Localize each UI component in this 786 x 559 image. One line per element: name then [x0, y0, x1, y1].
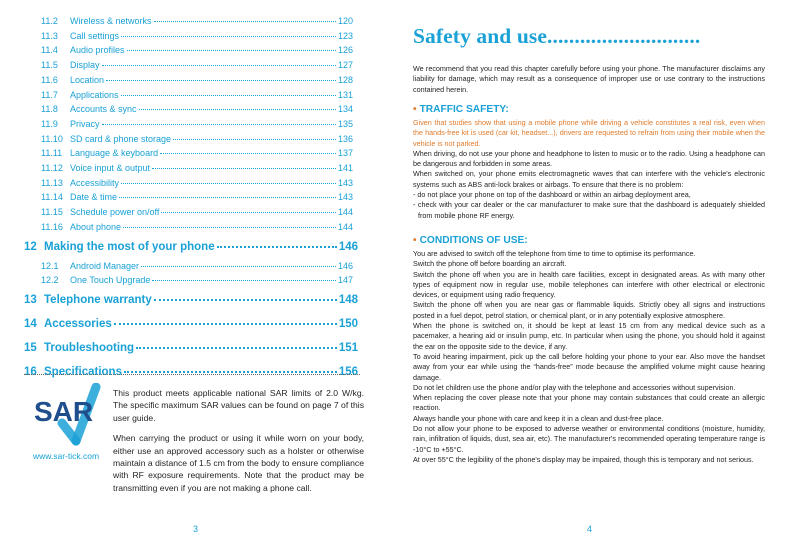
toc-label: Applications: [70, 89, 119, 100]
toc-leader: [114, 323, 337, 325]
toc-leader: [161, 212, 336, 213]
toc-number: 16: [24, 365, 37, 378]
toc-number: 12.2: [41, 275, 59, 286]
toc-label: Display: [70, 60, 100, 71]
toc-number: 11.6: [41, 74, 58, 85]
toc-label: Accessories: [44, 317, 112, 330]
toc-leader: [160, 153, 336, 154]
toc-number: 11.4: [41, 45, 58, 56]
sar-paragraph: When carrying the product or using it while worn on your body, either use an approved accessory such as a holster or otherwise maintain a distance of 1.5 cm from the body to ensure compliance with RF exposure requirements. Note that the product may be transmitting even if you are not making a phone call.: [113, 433, 364, 493]
traffic-paragraph: When switched on, your phone emits electromagnetic waves that can interfere with the vehicle's electronic systems such as ABS anti-lock brakes or airbags. To ensure that there is no problem:: [413, 169, 765, 189]
toc-leader: [124, 371, 337, 373]
condition-paragraph: You are advised to switch off the telephone from time to time to optimise its performance.: [413, 249, 696, 258]
toc-number: 11.7: [41, 89, 58, 100]
toc-page: 143: [337, 177, 353, 188]
intro-paragraph: We recommend that you read this chapter carefully before using your phone. The manufacturer disclaims any liability for damage, which may result as a consequence of improper use or use contrary to the instructions contained herein.: [413, 64, 765, 94]
toc-number: 14: [24, 317, 37, 330]
toc-number: 11.12: [41, 163, 63, 173]
toc-page: 136: [337, 133, 353, 144]
toc-leader: [154, 299, 337, 301]
toc-label: Specifications: [44, 365, 122, 378]
sar-website: www.sar-tick.com: [32, 451, 100, 461]
toc-label: Date & time: [70, 192, 118, 203]
toc-entry[interactable]: [41, 178, 353, 188]
toc-label: Privacy: [70, 118, 100, 129]
toc-label: Telephone warranty: [44, 293, 152, 306]
toc-label: Schedule power on/off: [70, 207, 160, 218]
toc-page: 147: [337, 275, 353, 286]
toc-number: 11.9: [41, 118, 58, 129]
condition-paragraph: When the phone is switched on, it should be kept at least 15 cm from any medical device such as a pacemaker, a hearing aid or insulin pump, etc. In particular when using the phone, you should hold it against the ear on the opposite side to the device, if any.: [413, 321, 765, 351]
toc-page: 120: [337, 16, 353, 26]
toc-page: 146: [338, 240, 358, 253]
toc-leader: [136, 347, 337, 349]
toc-number: 13: [24, 293, 37, 306]
toc-entry[interactable]: [41, 261, 353, 271]
toc-leader: [141, 266, 336, 267]
divider: [24, 374, 360, 375]
toc-entry[interactable]: [41, 45, 353, 55]
sar-info: [113, 387, 364, 502]
toc-leader: [152, 168, 336, 169]
sar-logo: [32, 383, 104, 447]
toc-entry[interactable]: [41, 163, 353, 173]
toc-label: Android Manager: [70, 260, 140, 271]
traffic-safety-heading: • TRAFFIC SAFETY:: [413, 104, 509, 115]
toc-label: Call settings: [70, 30, 120, 41]
toc-entry[interactable]: [24, 366, 358, 378]
toc-page: 143: [337, 192, 353, 203]
toc-leader: [154, 21, 336, 22]
toc-leader: [173, 139, 336, 140]
condition-paragraph: Do not let children use the phone and/or play with the telephone and accessories without supervision.: [413, 382, 736, 392]
condition-paragraph: When replacing the cover please note that your phone may contain substances that could create an allergic reaction.: [413, 393, 765, 413]
traffic-paragraph: When driving, do not use your phone and headphone to listen to music or to the radio. Using a headphone can be dangerous and forbidden in some areas.: [413, 148, 765, 169]
toc-entry[interactable]: [24, 294, 358, 306]
toc-label: About phone: [70, 221, 122, 232]
sar-logo-text: SAR: [34, 396, 94, 427]
condition-paragraph: Always handle your phone with care and keep it in a clean and dust-free place.: [413, 413, 664, 423]
toc-entry[interactable]: [41, 119, 353, 129]
toc-page: 127: [337, 60, 353, 71]
toc-entry[interactable]: [41, 275, 353, 285]
traffic-bullet: - do not place your phone on top of the dashboard or within an airbag deployment area,: [413, 190, 691, 200]
toc-page: 146: [337, 260, 353, 271]
toc-label: Audio profiles: [70, 45, 125, 56]
toc-entry[interactable]: [41, 104, 353, 114]
toc-number: 11.3: [41, 30, 58, 41]
toc-page: 131: [337, 89, 353, 100]
toc-label: Voice input & output: [70, 163, 151, 173]
toc-number: 11.5: [41, 60, 58, 71]
toc-label: Language & keyboard: [70, 148, 159, 159]
toc-leader: [139, 109, 336, 110]
toc-page: 126: [337, 45, 353, 56]
toc-leader: [106, 80, 336, 81]
toc-page: 156: [338, 365, 358, 378]
toc-page: 128: [337, 74, 353, 85]
toc-number: 11.14: [41, 192, 63, 203]
toc-page: 134: [337, 104, 353, 115]
toc-number: 12.1: [41, 260, 59, 271]
toc-label: Accounts & sync: [70, 104, 137, 115]
toc-leader: [119, 197, 336, 198]
toc-label: One Touch Upgrade: [70, 275, 151, 286]
toc-entry[interactable]: [24, 318, 358, 330]
toc-number: 11.10: [41, 133, 63, 144]
toc-leader: [123, 227, 336, 228]
page-title: Safety and use............................: [413, 24, 701, 48]
toc-page: 151: [338, 341, 358, 354]
condition-paragraph: Switch the phone off when you are in health care facilities, except in designated areas. As with many other types of equipment now in regular use, mobile telephones can interfere with other electrical or electronic devices, or equipment using radio frequency.: [413, 269, 765, 300]
toc-page: 135: [337, 118, 353, 129]
condition-paragraph: Switch the phone off when you are near gas or flammable liquids. Strictly obey all signs and instructions posted in a fuel depot, petrol station, or chemical plant, or in any potentially explosive atmosphere.: [413, 300, 765, 320]
toc-leader: [217, 246, 337, 248]
page-number: 3: [193, 524, 199, 534]
toc-number: 11.13: [41, 177, 63, 188]
toc-number: 11.2: [41, 16, 58, 26]
page-number: 4: [587, 524, 593, 534]
condition-paragraph: Switch the phone off before boarding an aircraft.: [413, 259, 567, 269]
bullet-icon: •: [413, 104, 417, 115]
toc-entry[interactable]: [41, 75, 353, 85]
traffic-bullet: - check with your car dealer or the car manufacturer to make sure that the dashboard is adequately shielded from mobile phone RF energy.: [413, 200, 765, 220]
toc-leader: [127, 50, 336, 51]
toc-page: 150: [338, 317, 358, 330]
conditions-section: [413, 249, 765, 465]
toc-entry[interactable]: [41, 192, 353, 202]
right-page: [393, 0, 786, 559]
toc-label: Wireless & networks: [70, 16, 152, 26]
toc-label: Accessibility: [70, 177, 120, 188]
toc-entry[interactable]: [41, 207, 353, 217]
toc-number: 11.16: [41, 221, 63, 232]
toc-leader: [121, 36, 336, 37]
toc-number: 11.8: [41, 104, 58, 115]
toc-entry[interactable]: [41, 134, 353, 144]
toc-page: 144: [337, 221, 353, 232]
traffic-safety-section: [413, 118, 765, 221]
toc-leader: [121, 95, 336, 96]
condition-paragraph: At over 55°C the legibility of the phone's display may be impaired, though this is temporary and not serious.: [413, 454, 754, 464]
toc-leader: [152, 280, 336, 281]
toc-number: 11.15: [41, 207, 63, 218]
toc-entry[interactable]: [41, 90, 353, 100]
sar-paragraph: This product meets applicable national SAR limits of 2.0 W/kg. The specific maximum SAR values can be found on page 7 of this user guide.: [113, 388, 364, 423]
toc-entry[interactable]: [41, 60, 353, 70]
toc-number: 12: [24, 240, 37, 253]
toc-label: Making the most of your phone: [44, 240, 215, 253]
toc-entry[interactable]: [41, 222, 353, 232]
toc-page: 123: [337, 30, 353, 41]
toc-label: Location: [70, 74, 105, 85]
toc-leader: [102, 65, 336, 66]
conditions-of-use-heading: • CONDITIONS OF USE:: [413, 235, 528, 246]
toc-leader: [121, 183, 336, 184]
bullet-icon: •: [413, 235, 417, 246]
toc-page: 144: [337, 207, 353, 218]
toc-entry[interactable]: [41, 16, 353, 26]
toc-page: 148: [338, 293, 358, 306]
toc-entry[interactable]: [24, 241, 358, 253]
toc-page: 137: [337, 148, 353, 159]
condition-paragraph: Do not allow your phone to be exposed to adverse weather or environmental conditions (moisture, humidity, rain, infiltration of liquids, dust, sea air, etc). The manufacturer's recommended operating temperature range is -10°C to +55°C.: [413, 424, 765, 454]
toc-number: 11.11: [41, 148, 63, 159]
toc-number: 15: [24, 341, 37, 354]
condition-paragraph: To avoid hearing impairment, pick up the call before holding your phone to your ear. Also move the handset away from your ear while using the “hands-free” mode because the amplified volume might cause hearing damage.: [413, 351, 765, 382]
toc-leader: [102, 124, 336, 125]
toc-entry[interactable]: [24, 342, 358, 354]
toc-label: SD card & phone storage: [70, 133, 172, 144]
toc-entry[interactable]: [41, 148, 353, 158]
toc-label: Troubleshooting: [44, 341, 135, 354]
traffic-warning: Given that studies show that using a mobile phone while driving a vehicle constitutes a real risk, even when the hands-free kit is used (car kit, headset...), drivers are requested to refrain from using their mobile when the vehicle is not parked.: [413, 118, 765, 148]
toc-entry[interactable]: [41, 31, 353, 41]
toc-page: 141: [337, 163, 353, 173]
